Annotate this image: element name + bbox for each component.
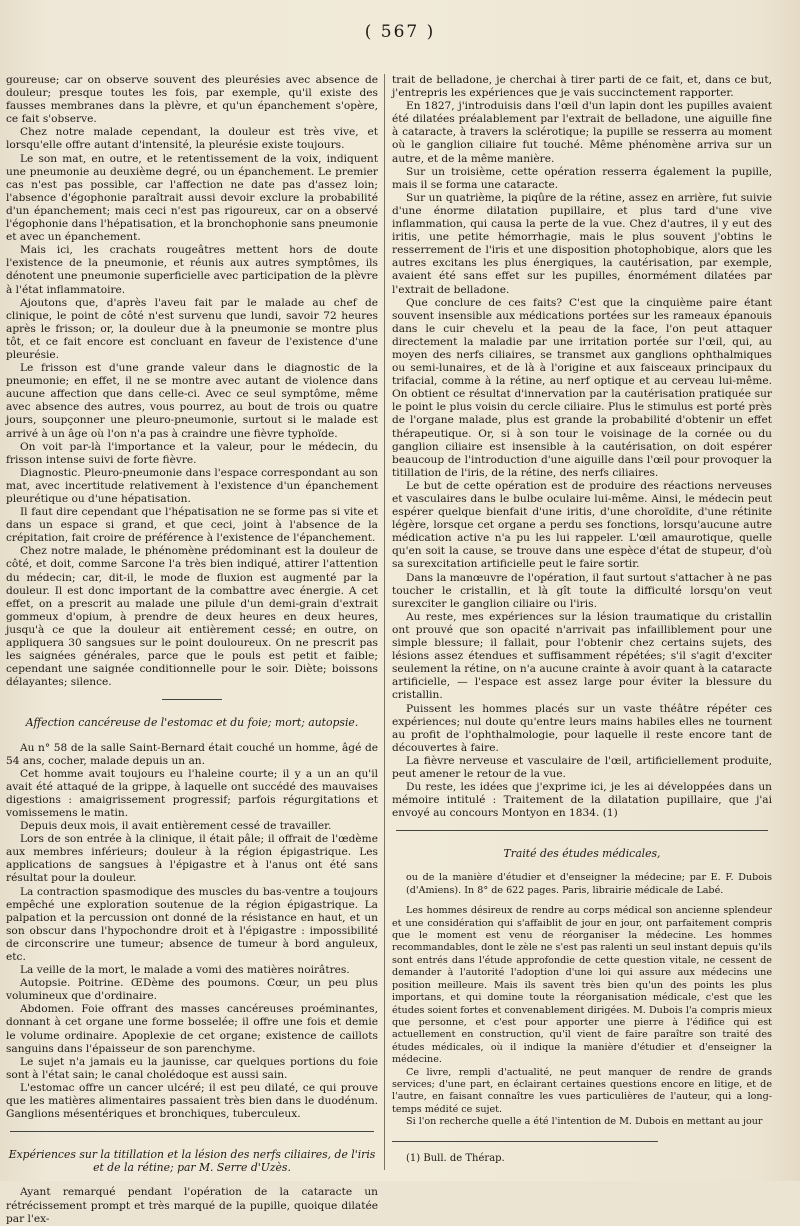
left-paragraphs-b bbox=[6, 742, 378, 1122]
right-paragraphs-a bbox=[392, 74, 772, 820]
section-divider bbox=[10, 1131, 374, 1132]
paragraph: Le frisson est d'une grande valeur dans le diagnostic de la pneumonie; en effet, il ne se montre avec autant de violence dans aucune affection que dans celle-ci. Avec ce seul symptôme, même avec absence des autres, vous pourrez, au bout de trois ou quatre jours, soupçonner une pleuro-pneumonie, surtout si le malade est arrivé à un âge où l'on n'a pas à craindre une fièvre typhoïde. bbox=[6, 362, 378, 440]
footnote-rule bbox=[392, 1141, 658, 1142]
paragraph: Au reste, mes expériences sur la lésion traumatique du cristallin ont prouvé que son opacité n'arrivait pas infailliblement pour une simple blessure; il fallait, pour l'obtenir chez certains sujets, des lésions assez étendues et suffisamment répétées; s'il s'agit d'exciter seulement la rétine, on n'a aucune crainte à avoir quant à la cataracte artificielle, — l'espace est assez large pour éviter la blessure du cristallin. bbox=[392, 610, 772, 702]
paragraph: Mais ici, les crachats rougeâtres mettent hors de doute l'existence de la pneumonie, et réunis aux autres symptômes, ils dénotent une pneumonie superficielle avec participation de la plèvre à l'état inflammatoire. bbox=[6, 244, 378, 296]
right-column bbox=[392, 74, 772, 1169]
section-divider bbox=[396, 830, 768, 831]
paragraph: Que conclure de ces faits? C'est que la cinquième paire étant souvent insensible aux médications portées sur les rameaux épanouis dans le cuir chevelu et la peau de la face, l'on peut attaquer directement la maladie par une irritation portée sur l'œil, qui, au moyen des nerfs ciliaires, se transmet aux ganglions ophthalmiques ou semi-lunaires, et de là à l'origine et aux faisceaux principaux du trifacial, comme à la rétine, au nerf optique et au cerveau lui-même. On obtient ce résultat d'innervation par la cautérisation pratiquée sur le point le plus voisin du cercle ciliaire. Plus le stimulus est porté près de l'organe malade, plus est grande la probabilité d'obtenir un effet thérapeutique. Or, si à son tour le voisinage de la cornée ou du ganglion ciliaire est insensible à la cautérisation, on doit espérer beaucoup de l'introduction d'une aiguille dans l'œil pour provoquer la titillation de l'iris, de la rétine, des nerfs ciliaires. bbox=[392, 296, 772, 479]
paragraph: Du reste, les idées que j'exprime ici, je les ai développées dans un mémoire intitulé : Traitement de la dilatation pupillaire, que j'ai envoyé au concours Montyon en 1834. (1) bbox=[392, 781, 772, 820]
paragraph: La veille de la mort, le malade a vomi des matières noirâtres. bbox=[20, 964, 350, 977]
spacer bbox=[392, 897, 772, 905]
column-rule bbox=[384, 74, 385, 1170]
book-review-subheading: ou de la manière d'étudier et d'enseigner la médecine; par E. F. Dubois (d'Amiens). In 8° de 622 pages. Paris, librairie médicale de Labé. bbox=[406, 872, 772, 896]
paragraph: Depuis deux mois, il avait entièrement cessé de travailler. bbox=[20, 820, 332, 833]
paragraph: Chez notre malade cependant, la douleur est très vive, et lorsqu'elle offre autant d'intensité, la pleurésie existe toujours. bbox=[6, 126, 378, 152]
paragraph: trait de belladone, je cherchai à tirer parti de ce fait, et, dans ce but, j'entrepris les expériences que je vais succinctement rapporter. bbox=[392, 74, 772, 100]
paragraph: Autopsie. Poitrine. ŒDème des poumons. Cœur, un peu plus volumineux que d'ordinaire. bbox=[6, 977, 378, 1003]
paragraph: Au n° 58 de la salle Saint-Bernard était couché un homme, âgé de 54 ans, cocher, malade depuis un an. bbox=[6, 741, 378, 767]
left-paragraphs-c bbox=[6, 1186, 378, 1225]
paragraph: Lors de son entrée à la clinique, il était pâle; il offrait de l'œdème aux membres inférieurs; douleur à la région épigastrique. Les applications de sangsues à l'épigastre et à l'anus ont été sans résultat pour la douleur. bbox=[6, 833, 378, 885]
paragraph: En 1827, j'introduisis dans l'œil d'un lapin dont les pupilles avaient été dilatées préalablement par l'extrait de belladone, une aiguille fine à cataracte, à travers la sclérotique; la pupille se resserra au moment où le ganglion ciliaire fut touché. Même phénomène arriva sur un autre, et de la même manière. bbox=[392, 100, 772, 165]
right-paragraphs-b bbox=[392, 905, 772, 1128]
left-paragraphs-a bbox=[6, 74, 378, 689]
paragraph: Le son mat, en outre, et le retentissement de la voix, indiquent une pneumonie au deuxième degré, ou un épanchement. Le premier cas n'est pas possible, car l'affection ne date pas d'assez loin; l'absence d'égophonie paraîtrait aussi devoir exclure la probabilité d'un épanchement; mais ceci n'est pas rigoureux, car on a observé l'égophonie dans l'hépatisation, et la bronchophonie sans pneumonie et avec un épanchement. bbox=[6, 152, 378, 244]
paragraph: Ajoutons que, d'après l'aveu fait par le malade au chef de clinique, le point de côté n'est survenu que lundi, savoir 72 heures après le frisson; or, la douleur due à la pneumonie se montre plus tôt, et ce fait encore est concluant en faveur de l'existence d'une pleurésie. bbox=[6, 296, 378, 361]
footnote: (1) Bull. de Thérap. bbox=[406, 1152, 505, 1164]
book-review-heading: Traité des études médicales, bbox=[503, 847, 661, 861]
section-divider bbox=[162, 699, 222, 700]
paragraph: Sur un troisième, cette opération resserra également la pupille, mais il se forma une cataracte. bbox=[392, 165, 772, 191]
paragraph: Il faut dire cependant que l'hépatisation ne se forme pas si vite et dans un espace si grand, et que ceci, joint à l'absence de la crépitation, fait croire de préférence à l'existence de l'épanchement. bbox=[6, 506, 378, 545]
paragraph: Chez notre malade, le phénomène prédominant est la douleur de côté, et doit, comme Sarcone l'a très bien indiqué, attirer l'attention du médecin; car, dit-il, le mode de fluxion est augmenté par la douleur. Il est donc important de la combattre avec énergie. A cet effet, on a prescrit au malade une pilule d'un demi-grain d'extrait gommeux d'opium, à prendre de deux heures en deux heures, jusqu'à ce que la douleur ait entièrement cessé; en outre, on appliquera 30 sangsues sur le point douloureux. On ne prescrit pas les saignées générales, parce que le pouls est petit et faible; cependant une saignée conditionnelle pour le soir. Diète; boissons délayantes; silence. bbox=[6, 545, 378, 689]
section-heading: Affection cancéreuse de l'estomac et du foie; mort; autopsie. bbox=[25, 716, 359, 730]
paragraph: Dans la manœuvre de l'opération, il faut surtout s'attacher à ne pas toucher le cristallin, et là gît toute la difficulté lorsqu'on veut surexciter le ganglion ciliaire ou l'iris. bbox=[392, 571, 772, 610]
paragraph: goureuse; car on observe souvent des pleurésies avec absence de douleur; presque toutes les fois, par exemple, qu'il existe des fausses membranes dans la plèvre, et qu'un épanchement s'opère, ce fait s'observe. bbox=[6, 74, 378, 126]
paragraph: Les hommes désireux de rendre au corps médical son ancienne splendeur et une considération qui s'affaiblit de jour en jour, ont parfaitement compris que le moment est venu de réorganiser la médecine. Les hommes recommandables, dont le zèle ne s'est pas ralenti un seul instant depuis qu'ils sont entrés dans l'étude approfondie de cette question vitale, ne cessent de demander à l'autorité l'adoption d'une loi qui assure aux médecins une position meilleure. Mais ils savent très bien qu'un des points les plus importans, et qui domine toute la réorganisation médicale, c'est que les études soient fortes et convenablement dirigées. M. Dubois l'a compris mieux que personne, et c'est pour apporter une pierre à l'édifice qui est actuellement en construction, qu'il vient de faire paraître son traité des études médicales, où il indique la manière d'étudier et d'enseigner la médecine. bbox=[392, 905, 772, 1066]
paragraph: Abdomen. Foie offrant des masses cancéreuses proéminantes, donnant à cet organe une forme bosselée; il offre une fois et demie le volume ordinaire. Apoplexie de cet organe; existence de caillots sanguins dans l'épaisseur de son parenchyme. bbox=[6, 1003, 378, 1055]
paragraph: La fièvre nerveuse et vasculaire de l'œil, artificiellement produite, peut amener le retour de la vue. bbox=[392, 754, 772, 780]
left-column bbox=[6, 74, 378, 1225]
paragraph: Si l'on recherche quelle a été l'intention de M. Dubois en mettant au jour bbox=[406, 1116, 763, 1128]
section-heading: Expériences sur la titillation et la lésion des nerfs ciliaires, de l'iris et de la rétine; par M. Serre d'Uzès. bbox=[8, 1148, 376, 1175]
paragraph: La contraction spasmodique des muscles du bas-ventre a toujours empêché une exploration soutenue de la région épigastrique. La palpation et la percussion ont donné de la résistance en haut, et un son obscur dans l'hypochondre droit et à l'épigastre : impossibilité de circonscrire une tumeur; absence de tumeur à bord anguleux, etc. bbox=[6, 885, 378, 963]
paragraph: Puissent les hommes placés sur un vaste théâtre répéter ces expériences; nul doute qu'entre leurs mains habiles elles ne tournent au profit de l'ophthalmologie, pour laquelle il reste encore tant de découvertes à faire. bbox=[392, 702, 772, 754]
paragraph: On voit par-là l'importance et la valeur, pour le médecin, du frisson intense suivi de forte fièvre. bbox=[6, 440, 378, 466]
page-number: ( 567 ) bbox=[364, 22, 436, 42]
paragraph: L'estomac offre un cancer ulcéré; il est peu dilaté, ce qui prouve que les matières alimentaires passaient très bien dans le duodénum. Ganglions mésentériques et bronchiques, tuberculeux. bbox=[6, 1081, 378, 1121]
paragraph: Diagnostic. Pleuro-pneumonie dans l'espace correspondant au son mat, avec incertitude relativement à l'existence d'un épanchement pleurétique ou d'une hépatisation. bbox=[6, 466, 378, 505]
paragraph: Le sujet n'a jamais eu la jaunisse, car quelques portions du foie sont à l'état sain; le canal cholédoque est aussi sain. bbox=[6, 1055, 378, 1081]
paragraph: Le but de cette opération est de produire des réactions nerveuses et vasculaires dans le bulbe oculaire lui-même. Ainsi, le médecin peut espérer quelque bienfait d'une iritis, d'une choroïdite, d'une rétinite légère, lorsque cet organe a perdu ses fonctions, lorsqu'aucune autre médication active n'a pu les lui rappeler. L'œil amaurotique, quelle qu'en soit la cause, se trouve dans une espèce d'état de stupeur, d'où sa surexcitation artificielle peut le faire sortir. bbox=[392, 479, 772, 571]
paragraph: Cet homme avait toujours eu l'haleine courte; il y a un an qu'il avait été attaqué de la grippe, à laquelle ont succédé des mauvaises digestions : amaigrissement progressif; parfois régurgitations et vomissemens le matin. bbox=[6, 767, 378, 819]
paragraph: Ayant remarqué pendant l'opération de la cataracte un rétrécissement prompt et très marqué de la pupille, quoique dilatée par l'ex- bbox=[6, 1186, 378, 1225]
paragraph: Ce livre, rempli d'actualité, ne peut manquer de rendre de grands services; d'une part, en éclairant certaines questions encore en litige, et de l'autre, en faisant connaître les vues particulières de l'auteur, qui a long-temps médité ce sujet. bbox=[392, 1066, 772, 1115]
paragraph: Sur un quatrième, la piqûre de la rétine, assez en arrière, fut suivie d'une énorme dilatation pupillaire, et plus tard d'une vive inflammation, qui causa la perte de la vue. Chez d'autres, il y eut des iritis, une petite hémorrhagie, mais le plus souvent j'obtins le resserrement de l'iris et une disposition photophobique, alors que les autres excitans les plus énergiques, la cautérisation, par exemple, avaient été sans effet sur les pupilles, énormément dilatées par l'extrait de belladone. bbox=[392, 191, 772, 296]
